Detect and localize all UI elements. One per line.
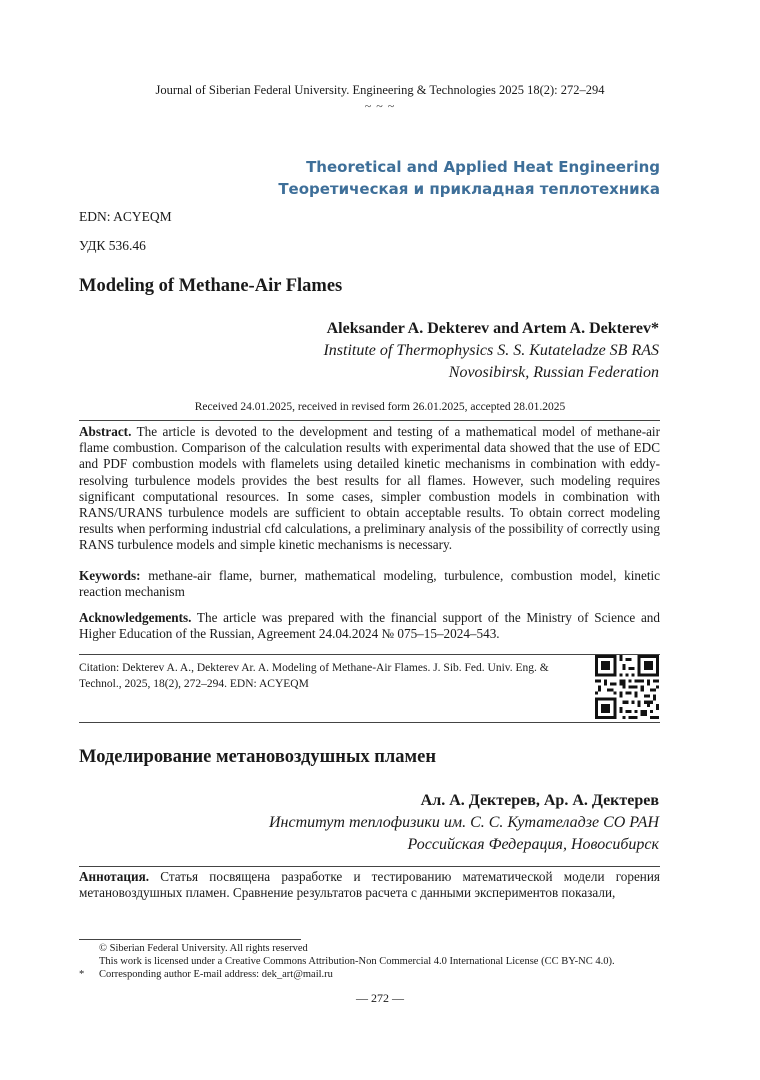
location-russian: Российская Федерация, Новосибирск [407,836,659,853]
institute-russian: Институт теплофизики им. С. С. Кутателадзе СО РАН [268,814,659,831]
annotation-russian [79,869,660,901]
ack-text: The article was prepared with the financial support of the Ministry of Science and Higher Education of the Russian, Agreement 24.04.2024 № 075–15–2024–543. [79,610,660,642]
udk-code: УДК 536.46 [79,238,146,253]
authors-russian: Ал. А. Дектерев, Ар. А. Дектерев [420,792,659,809]
footnote-license: This work is licensed under a Creative Commons Attribution-Non Commercial 4.0 International License (CC BY-NC 4.0). [99,956,615,967]
qr-code-icon[interactable] [595,655,659,719]
article-title-russian: Моделирование метановоздушных пламен [79,747,437,767]
footnote-divider [79,939,301,940]
footnote-star: * [79,969,85,980]
keywords-label: Keywords: [79,568,141,583]
citation: Citation: Dekterev A. A., Dekterev Ar. A. Modeling of Methane-Air Flames. J. Sib. Fed. Univ. Eng. & Technol., 2025, 18(2), 272–294. EDN: ACYEQM [79,662,549,690]
abstract-text: The article is devoted to the development and testing of a mathematical model of methane-air flame combustion. Comparison of the calculation results with experimental data showed that the use of EDC and PDF combustion models with flamelets using detailed kinetic mechanisms in combination with eddy-resolving turbulence models provides the best results for all flames. However, such modeling requires significant computational resources. In some cases, simpler combustion models in combination with RANS/URANS turbulence models are sufficient to obtain acceptable results. To obtain correct modeling results when performing industrial cfd calculations, a preliminary analysis of the possibility of correctly using RANS turbulence models and simple kinetic mechanisms is necessary. [79,424,660,553]
keywords [79,568,660,600]
section-title-english: Theoretical and Applied Heat Engineering [306,158,660,176]
annotation-label: Аннотация. [79,869,150,884]
page-number: — 272 — [356,991,404,1005]
keywords-text: methane-air flame, burner, mathematical modeling, turbulence, combustion model, kinetic reaction mechanism [79,568,660,600]
institute-english: Institute of Thermophysics S. S. Kutateladze SB RAS [323,342,659,359]
received-dates: Received 24.01.2025, received in revised form 26.01.2025, accepted 28.01.2025 [194,401,566,413]
divider [79,866,660,867]
edn-code: EDN: ACYEQM [79,209,172,224]
annotation-text: Статья посвящена разработке и тестированию математической модели горения метановоздушных пламен. Сравнение результатов расчета с данными экспериментов показали, [79,869,660,901]
authors-block-english [323,318,659,384]
footnote-corresponding [79,968,333,981]
abstract [79,424,660,554]
acknowledgements [79,610,660,642]
section-title-russian: Теоретическая и прикладная теплотехника [278,180,660,198]
journal-header: Journal of Siberian Federal University. Engineering & Technologies 2025 18(2): 272–294 [155,83,605,97]
divider [79,654,660,655]
authors-block-russian [269,790,659,856]
abstract-label: Abstract. [79,424,132,439]
ack-label: Acknowledgements. [79,610,192,625]
authors-english: Aleksander A. Dekterev and Artem A. Dekterev* [326,320,659,337]
divider [79,420,660,421]
divider [79,722,660,723]
article-title-english: Modeling of Methane-Air Flames [79,276,343,296]
footnote-copyright: © Siberian Federal University. All rights reserved [99,943,308,954]
corresponding-email[interactable]: Corresponding author E-mail address: dek_art@mail.ru [99,969,333,980]
header-ornament: ~ ~ ~ [364,99,396,113]
location-english: Novosibirsk, Russian Federation [448,364,659,381]
